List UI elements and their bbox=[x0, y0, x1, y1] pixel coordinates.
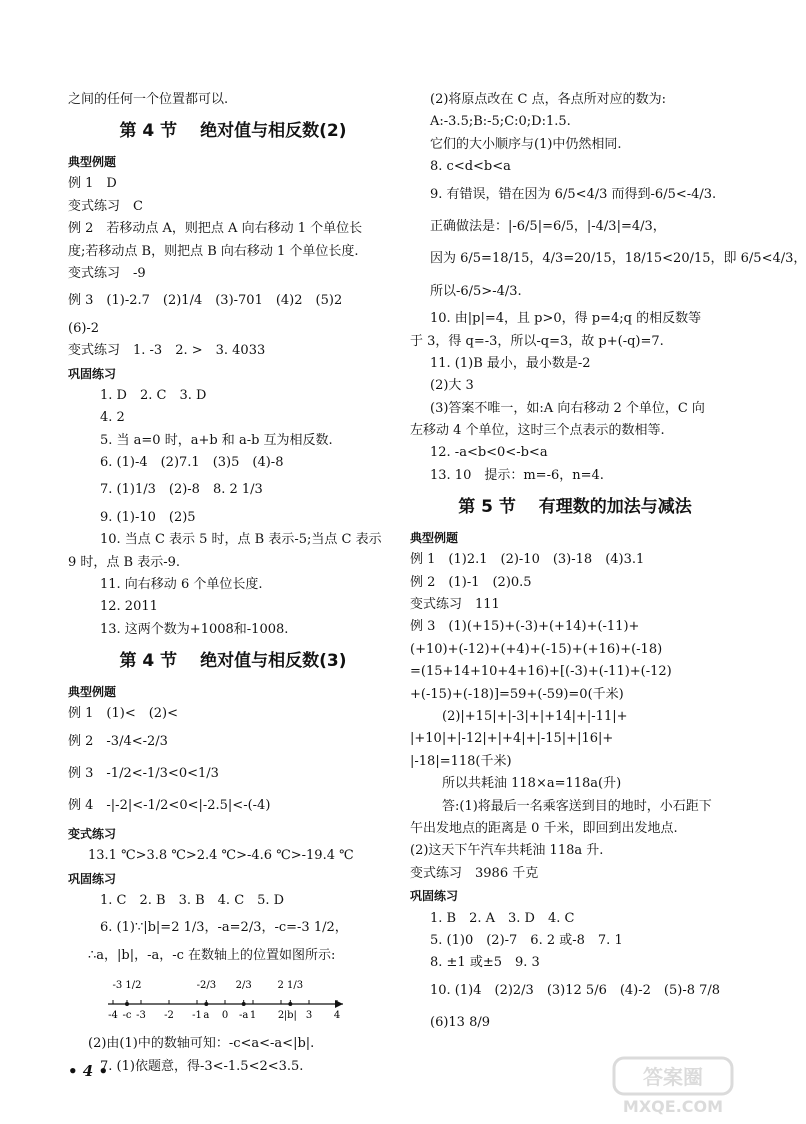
number-line-tick-label: -2 bbox=[164, 1010, 174, 1022]
section-heading: 巩固练习 bbox=[410, 889, 459, 904]
answer-line: (3)答案不唯一，如:A 向右移动 2 个单位，C 向 bbox=[430, 400, 705, 416]
answer-line: 例 3 (1)-2.7 (2)1/4 (3)-701 (4)2 (5)2 bbox=[68, 293, 343, 309]
number-line-tick-label: |b| bbox=[283, 1010, 297, 1022]
page-number: • 4 • bbox=[68, 1062, 109, 1080]
number-line-tick-label: 1 bbox=[249, 1010, 257, 1022]
answer-line: 13.1 ℃>3.8 ℃>2.4 ℃>-4.6 ℃>-19.4 ℃ bbox=[88, 848, 354, 864]
answer-line: 变式练习 3986 千克 bbox=[410, 865, 539, 881]
number-line-tick-label: -c bbox=[122, 1010, 132, 1022]
number-line-tick-label: 4 bbox=[333, 1010, 341, 1022]
answer-line: (6)13 8/9 bbox=[430, 1015, 491, 1031]
right-column bbox=[410, 90, 806, 1040]
answer-line: +(-15)+(-18)]=59+(-59)=0(千米) bbox=[410, 686, 624, 702]
answer-line: 10. 由|p|=4，且 p>0，得 p=4;q 的相反数等 bbox=[430, 311, 702, 327]
answer-line: 9. (1)-10 (2)5 bbox=[100, 509, 196, 525]
answer-line: |+10|+|-12|+|+4|+|-15|+|16|+ bbox=[410, 731, 614, 747]
answer-line: 例 1 D bbox=[68, 176, 117, 192]
answer-line: 午出发地点的距离是 0 千米，即回到出发地点. bbox=[410, 820, 678, 836]
answer-line: 它们的大小顺序与(1)中仍然相同. bbox=[430, 136, 622, 152]
answer-line: 13. 这两个数为+1008和-1008. bbox=[100, 621, 289, 637]
answer-line: 11. (1)B 最小，最小数是-2 bbox=[430, 355, 591, 371]
answer-line: 8. c<d<b<a bbox=[430, 159, 511, 175]
answer-line: 正确做法是：|-6/5|=6/5，|-4/3|=4/3， bbox=[430, 218, 666, 234]
answer-line: 例 1 (1)< (2)< bbox=[68, 706, 179, 722]
answer-line: 9. 有错误，错在因为 6/5<4/3 而得到-6/5<-4/3. bbox=[430, 186, 717, 202]
answer-line: 12. -a<b<0<-b<a bbox=[430, 445, 548, 461]
answer-line: 于 3，得 q=-3，所以-q=3，故 p+(-q)=7. bbox=[410, 333, 664, 349]
number-line-tick-label: 3 bbox=[305, 1010, 313, 1022]
answer-line: =(15+14+10+4+16)+[(-3)+(-11)+(-12) bbox=[410, 664, 672, 680]
number-line-point-label: -3 1/2 bbox=[112, 980, 142, 992]
answer-line: 10. 当点 C 表示 5 时，点 B 表示-5;当点 C 表示 bbox=[100, 532, 382, 548]
answer-line: (6)-2 bbox=[68, 320, 100, 336]
section-heading: 变式练习 bbox=[68, 826, 117, 841]
section-title: 第 4 节 绝对值与相反数(3) bbox=[119, 650, 347, 671]
answer-line: 变式练习 -9 bbox=[68, 265, 146, 281]
answer-line: 7. (1)1/3 (2)-8 8. 2 1/3 bbox=[100, 482, 263, 498]
answer-line: 例 3 (1)(+15)+(-3)+(+14)+(-11)+ bbox=[410, 619, 640, 635]
answer-line: 度;若移动点 B，则把点 B 向右移动 1 个单位长度. bbox=[68, 243, 359, 259]
answer-line: 左移动 4 个单位，这时三个点表示的数相等. bbox=[410, 423, 665, 439]
number-line-tick-label: -3 bbox=[136, 1010, 146, 1022]
answer-line: 变式练习 111 bbox=[410, 597, 500, 613]
number-line-point-label: 2 1/3 bbox=[277, 980, 304, 992]
svg-text:MXQE.COM: MXQE.COM bbox=[622, 1097, 724, 1116]
answer-line: 答:(1)将最后一名乘客送到目的地时，小石距下 bbox=[442, 798, 712, 814]
answer-line: 例 2 若移动点 A，则把点 A 向右移动 1 个单位长 bbox=[68, 221, 363, 237]
section-title: 第 4 节 绝对值与相反数(2) bbox=[119, 121, 347, 141]
answer-line: 例 2 -3/4<-2/3 bbox=[68, 733, 168, 749]
number-line-tick-label: 2 bbox=[277, 1010, 285, 1022]
section-heading: 巩固练习 bbox=[68, 871, 117, 886]
answer-line: 例 1 (1)2.1 (2)-10 (3)-18 (4)3.1 bbox=[410, 552, 645, 568]
answer-line: A:-3.5;B:-5;C:0;D:1.5. bbox=[430, 114, 571, 130]
answer-line: 例 2 (1)-1 (2)0.5 bbox=[410, 574, 532, 590]
svg-text:答案圈: 答案圈 bbox=[643, 1065, 703, 1089]
answer-line: 例 4 -|-2|<-1/2<0<|-2.5|<-(-4) bbox=[68, 798, 271, 814]
answer-line: 变式练习 C bbox=[68, 198, 143, 214]
number-line-point bbox=[204, 1002, 208, 1006]
answer-line: 1. C 2. B 3. B 4. C 5. D bbox=[100, 892, 285, 908]
number-line-point bbox=[125, 1002, 129, 1006]
left-column bbox=[68, 90, 398, 1079]
answer-line: 之间的任何一个位置都可以. bbox=[68, 92, 229, 107]
answer-line: (2)大 3 bbox=[430, 378, 474, 394]
answer-line: 9 时，点 B 表示-9. bbox=[68, 554, 181, 570]
answer-line: 11. 向右移动 6 个单位长度. bbox=[100, 577, 263, 593]
answer-line: 例 3 -1/2<-1/3<0<1/3 bbox=[68, 765, 219, 781]
answer-line: (+10)+(-12)+(+4)+(-15)+(+16)+(-18) bbox=[410, 641, 663, 657]
number-line-point bbox=[242, 1002, 246, 1006]
section-heading: 巩固练习 bbox=[68, 366, 117, 381]
arrow-icon bbox=[335, 1000, 343, 1008]
answer-line: 所以-6/5>-4/3. bbox=[430, 283, 522, 299]
number-line-point-label: 2/3 bbox=[235, 980, 252, 992]
number-line-tick-label: -1 bbox=[192, 1010, 202, 1022]
answer-line: (2)这天下午汽车共耗油 118a 升. bbox=[410, 843, 604, 859]
answer-line: 5. (1)0 (2)-7 6. 2 或-8 7. 1 bbox=[430, 932, 623, 948]
answer-line: 13. 10 提示：m=-6，n=4. bbox=[430, 467, 604, 483]
answer-line: (2)将原点改在 C 点，各点所对应的数为: bbox=[430, 92, 667, 107]
number-line-tick-label: 0 bbox=[221, 1010, 229, 1022]
number-line-point bbox=[288, 1002, 292, 1006]
number-line-tick-label: -a bbox=[239, 1010, 249, 1022]
watermark-logo bbox=[606, 1050, 756, 1120]
section-heading: 典型例题 bbox=[410, 530, 459, 545]
answer-line: 7. (1)依题意，得-3<-1.5<2<3.5. bbox=[100, 1058, 304, 1074]
answer-line: 6. (1)∵|b|=2 1/3，-a=2/3，-c=-3 1/2， bbox=[100, 920, 348, 936]
answer-line: 4. 2 bbox=[100, 410, 125, 426]
answer-line: 8. ±1 或±5 9. 3 bbox=[430, 955, 540, 971]
answer-line: ∴a，|b|，-a，-c 在数轴上的位置如图所示: bbox=[88, 947, 336, 963]
number-line-tick-label: a bbox=[203, 1010, 210, 1022]
answer-line: (2)|+15|+|-3|+|+14|+|-11|+ bbox=[442, 708, 628, 724]
answer-line: 1. D 2. C 3. D bbox=[100, 387, 207, 403]
answer-line: 6. (1)-4 (2)7.1 (3)5 (4)-8 bbox=[100, 455, 284, 471]
answer-line: (2)由(1)中的数轴可知：-c<a<-a<|b|. bbox=[88, 1036, 315, 1052]
section-title: 第 5 节 有理数的加法与减法 bbox=[458, 496, 692, 517]
answer-line: 5. 当 a=0 时，a+b 和 a-b 互为相反数. bbox=[100, 432, 333, 448]
section-heading: 典型例题 bbox=[68, 684, 117, 699]
number-line-tick-label: -4 bbox=[108, 1010, 118, 1022]
number-line-figure bbox=[68, 968, 398, 1028]
answer-line: 10. (1)4 (2)2/3 (3)12 5/6 (4)-2 (5)-8 7/8 bbox=[430, 982, 721, 998]
answer-line: 因为 6/5=18/15，4/3=20/15，18/15<20/15，即 6/5<4/3， bbox=[430, 251, 806, 267]
answer-line: 所以共耗油 118×a=118a(升) bbox=[442, 776, 622, 792]
answer-line: 12. 2011 bbox=[100, 599, 158, 615]
section-heading: 典型例题 bbox=[68, 155, 117, 169]
number-line-point-label: -2/3 bbox=[196, 980, 217, 992]
answer-line: |-18|=118(千米) bbox=[410, 753, 512, 769]
answer-line: 变式练习 1. -3 2. > 3. 4033 bbox=[68, 343, 266, 359]
answer-line: 1. B 2. A 3. D 4. C bbox=[430, 910, 575, 926]
